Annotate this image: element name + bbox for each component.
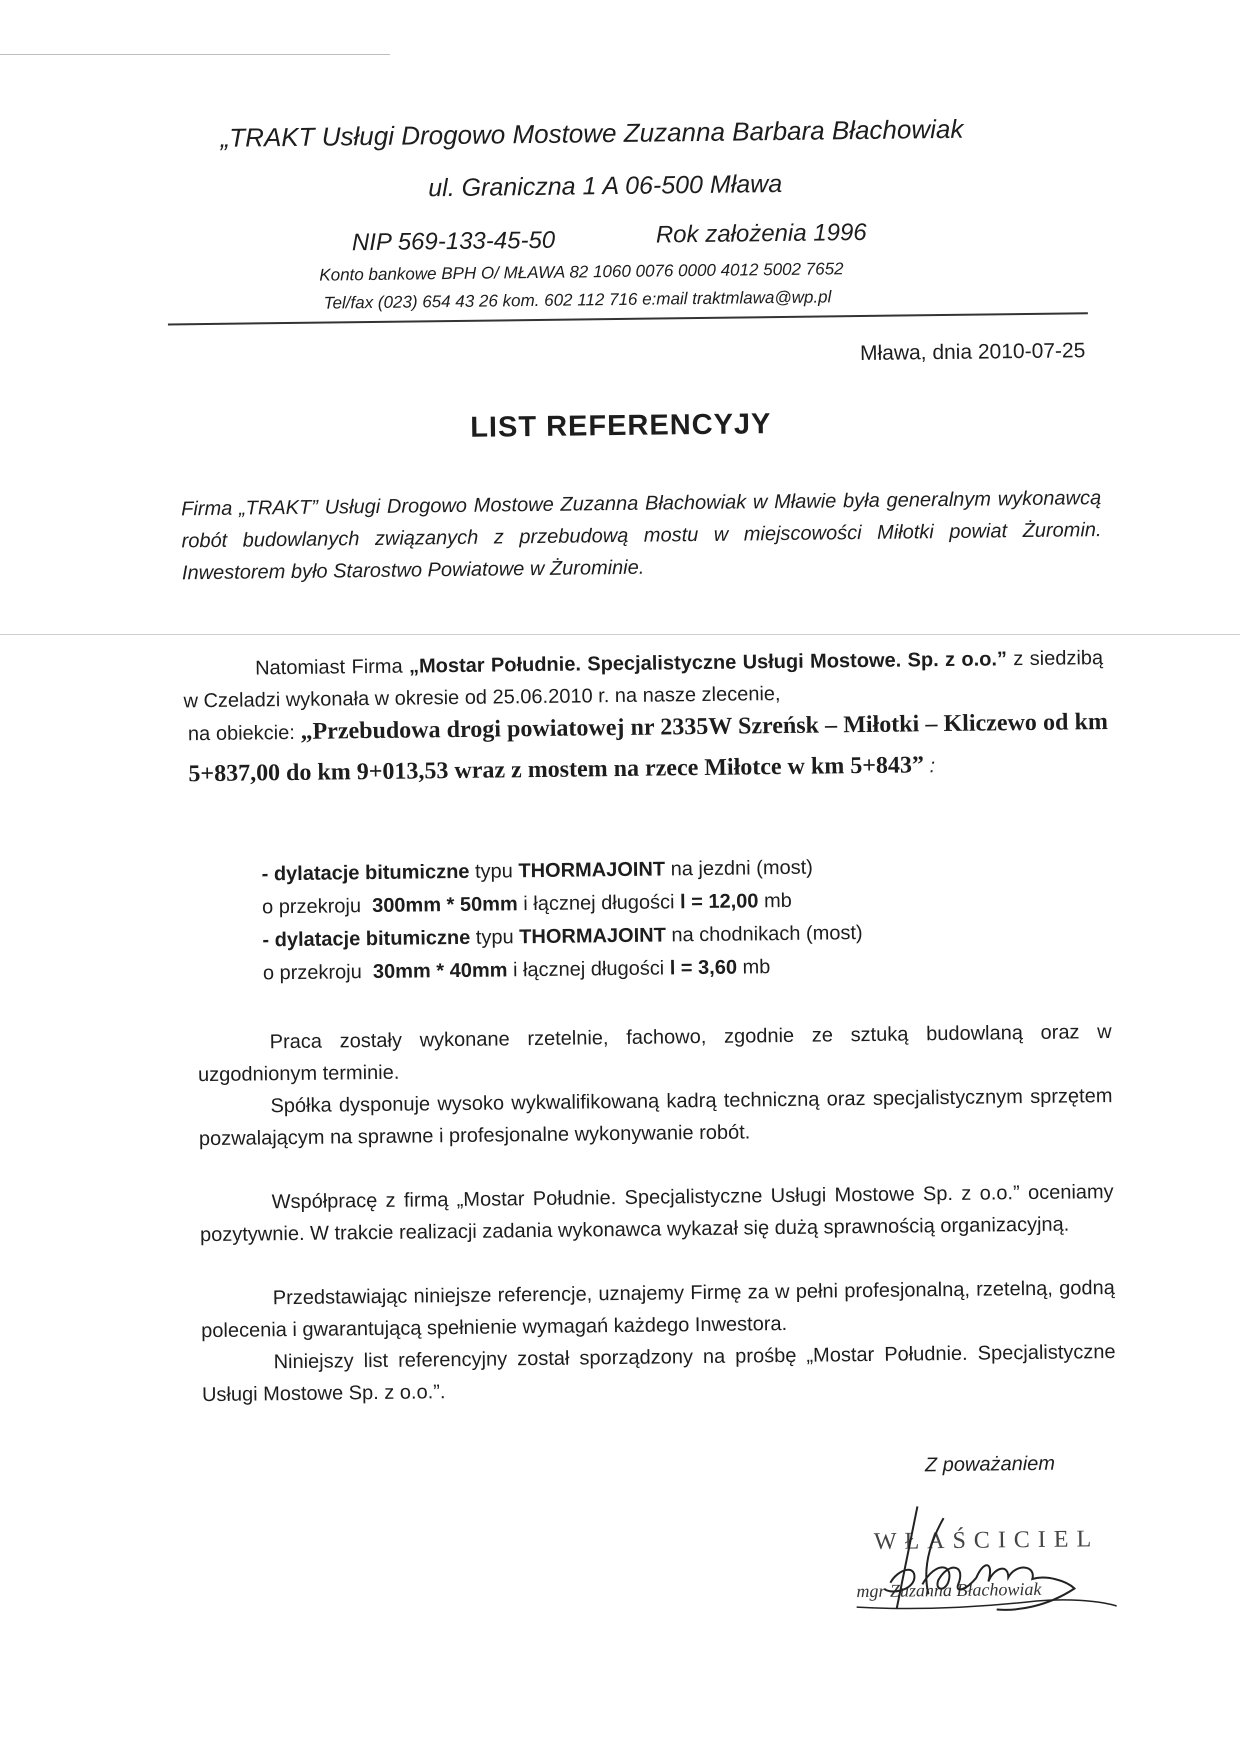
letterhead-nip: NIP 569-133-45-50 xyxy=(351,226,556,257)
paragraph-staff-text: Spółka dysponuje wysoko wykwalifikowaną kadrą techniczną oraz specjalistycznym sprzętem pozwalającym na sprawne i profesjonalne wykonywanie robót. xyxy=(198,1084,1113,1151)
paragraph-project xyxy=(188,702,1109,795)
spec-mid: i łącznej długości xyxy=(507,957,670,982)
work-product: THORMAJOINT xyxy=(519,924,667,949)
spec-mid: i łącznej długości xyxy=(517,891,681,916)
document-title: LIST REFERENCYJY xyxy=(470,408,772,444)
letterhead-address: ul. Graniczna 1 A 06-500 Mława xyxy=(428,169,783,203)
paragraph-contractor-rest: z siedzibą w Czeladzi wykonała w okresie od 25.06.2010 r. na nasze zlecenie, xyxy=(183,647,1104,713)
spec-prefix: o przekroju xyxy=(261,895,367,919)
work-type: dylatacje bitumiczne xyxy=(273,860,470,886)
handwritten-signature xyxy=(825,1496,1126,1620)
spec-length: l = 3,60 xyxy=(669,956,738,980)
work-typu: typu xyxy=(469,860,519,883)
paragraph-intro xyxy=(181,482,1102,589)
spec-size: 30mm * 40mm xyxy=(372,959,508,984)
work-place: na jezdni (most) xyxy=(664,856,814,881)
list-dash: - xyxy=(262,929,275,952)
works-list xyxy=(261,851,863,990)
project-name: „Przebudowa drogi powiatowej nr 2335W Szreńsk – Miłotki – Kliczewo od km 5+837,00 do km 9+013,53 wraz z mostem na rzece Miłotce w km 5+843” xyxy=(188,709,1109,788)
paragraph-project-tail: : xyxy=(923,755,936,778)
spec-unit: mb xyxy=(758,889,792,913)
work-type: dylatacje bitumiczne xyxy=(274,926,471,952)
spec-length: l = 12,00 xyxy=(679,890,759,914)
paragraph-recommendation-text: Przedstawiając niniejsze referencje, uznajemy Firmę za w pełni profesjonalną, rzetelną, godną polecenia i gwarantującą spełnienie wymagań każdego Inwestora. xyxy=(201,1276,1115,1343)
spec-size: 300mm * 50mm xyxy=(371,893,518,918)
paragraph-request-text: Niniejszy list referencyjny został sporządzony na prośbę „Mostar Południe. Specjalistyczne Usługi Mostowe Sp. z o.o.”. xyxy=(201,1340,1116,1407)
spec-prefix: o przekroju xyxy=(262,961,368,985)
work-place: na chodnikach (most) xyxy=(665,922,863,947)
paragraph-contractor-lead: Natomiast Firma xyxy=(255,655,410,680)
paragraph-request xyxy=(201,1336,1116,1411)
spec-unit: mb xyxy=(736,956,771,979)
works-item-spec xyxy=(263,950,864,990)
letterhead-founded: Rok założenia 1996 xyxy=(655,218,867,249)
letterhead-bank-account: Konto bankowe BPH O/ MŁAWA 82 1060 0076 0000 4012 5002 7652 xyxy=(319,259,844,285)
paragraph-staff xyxy=(198,1080,1113,1155)
letterhead-company: „TRAKT Usługi Drogowo Mostowe Zuzanna Barbara Błachowiak xyxy=(220,113,964,153)
date-line: Mława, dnia 2010-07-25 xyxy=(859,339,1086,366)
paragraph-recommendation xyxy=(201,1272,1116,1347)
work-product: THORMAJOINT xyxy=(518,858,666,883)
stamp-role: WŁAŚCICIEL xyxy=(873,1526,1100,1555)
paragraph-intro-text: Firma „TRAKT” Usługi Drogowo Mostowe Zuzanna Błachowiak w Mławie była generalnym wykonawcą robót budowlanych związanych z przebudową mostu w miejscowości Miłotki powiat Żuromin. Inwestorem było Starostwo Powiatowe w Żurominie. xyxy=(181,487,1102,585)
contractor-name: „Mostar Południe. Specjalistyczne Usługi Mostowe. Sp. z o.o.” xyxy=(408,648,1008,678)
letterhead-contact: Tel/fax (023) 654 43 26 kom. 602 112 716 e:mail traktmlawa@wp.pl xyxy=(323,287,832,313)
stamp-name: mgr Zuzanna Błachowiak xyxy=(856,1578,1042,1602)
closing-salutation: Z poważaniem xyxy=(924,1452,1056,1477)
paragraph-quality xyxy=(198,1016,1113,1091)
letterhead-divider xyxy=(168,312,1088,325)
paragraph-cooperation xyxy=(199,1176,1114,1251)
paragraph-project-lead: na obiekcie: xyxy=(187,721,301,746)
paragraph-quality-text: Praca zostały wykonane rzetelnie, fachowo, zgodnie ze sztuką budowlaną oraz w uzgodnionym terminie. xyxy=(197,1021,1112,1087)
owner-stamp xyxy=(825,1496,1126,1620)
work-typu: typu xyxy=(470,926,520,949)
list-dash: - xyxy=(261,863,275,886)
paragraph-cooperation-text: Współpracę z firmą „Mostar Południe. Specjalistyczne Usługi Mostowe Sp. z o.o.” oceniamy pozytywnie. W trakcie realizacji zadania wykonawca wykazał się dużą sprawnością organizacyjną. xyxy=(199,1180,1114,1247)
